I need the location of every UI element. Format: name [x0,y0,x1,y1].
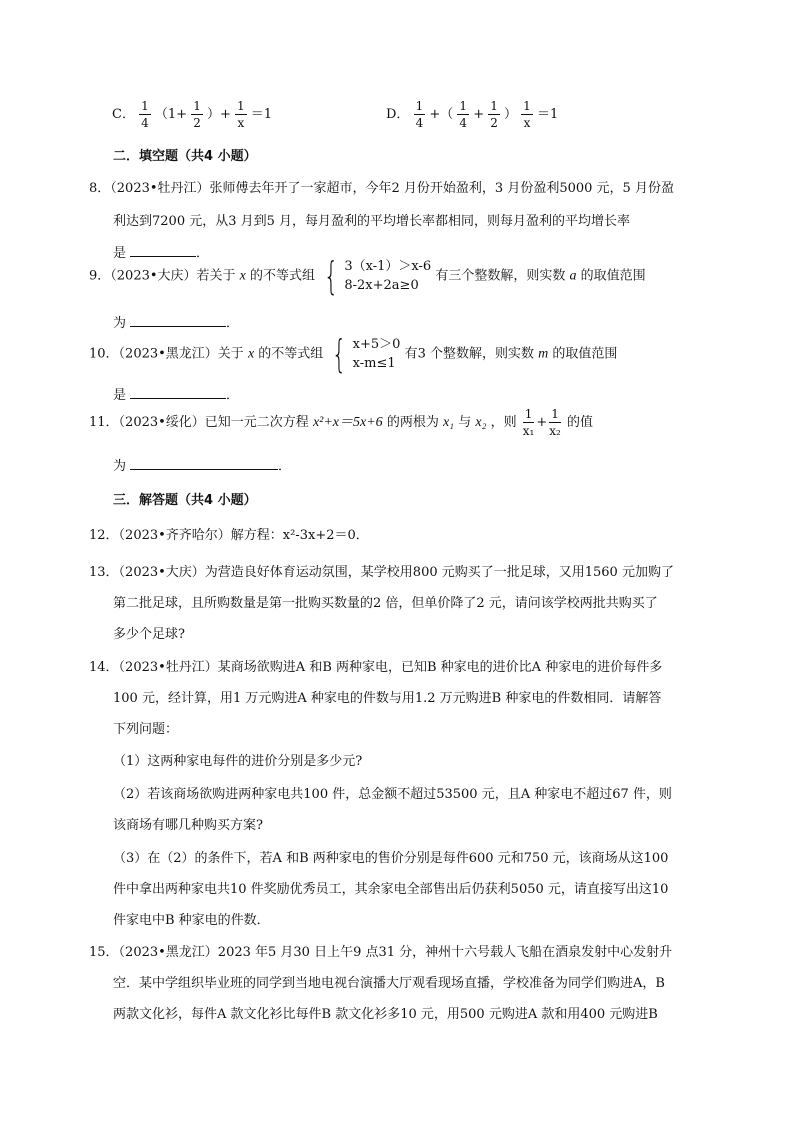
denominator: 4 [141,116,149,130]
answer-blank [130,457,278,470]
q14-sub1: （1）这两种家电每件的进价分别是多少元? [113,754,363,769]
fraction [547,408,563,437]
q11-text: 的两根为 [386,415,439,430]
option-d-label: D． [386,107,410,122]
expr-text: ）+ [206,107,231,122]
q9-text: 的取值范围 [580,268,646,284]
q10-text: 10．（2023•黑龙江）关于 [89,346,244,362]
q14-line3: 下列问题： [113,722,179,737]
denominator: x [523,116,531,130]
inequality-system [327,332,401,376]
answer-blank [130,244,196,257]
system-line: 3（x-1）＞x-6 [344,259,432,274]
denominator: 2 [193,116,201,130]
option-c-label: C． [112,107,135,122]
q10-text: 有3 个整数解，则实数 [404,346,534,362]
section-heading-fill-in: 二．填空题（共4 小题） [113,149,257,164]
q14-sub2-line2: 该商场有哪几种购买方案? [113,818,263,833]
q15-line2: 空．某中学组织毕业班的同学到当地电视台演播大厅观看现场直播，学校准备为同学们购进A，B [113,976,665,991]
inequality-system [319,254,432,298]
expr-text: + [536,415,548,430]
numerator: 1 [523,99,531,113]
expr-text: ＝1 [250,107,273,122]
fraction [235,100,247,129]
system-line: 8-2x+2a≥0 [344,278,419,293]
q9-text: 9．（2023•大庆）若关于 [89,268,236,284]
variable-m: m [538,346,549,362]
denominator: x [237,116,245,130]
numerator: 1 [237,99,245,113]
fraction [191,100,203,129]
q11-text: 11．（2023•绥化）已知一元二次方程 [89,415,309,430]
system-line: x+5＞0 [352,337,401,352]
q9-line2: 为 ． [113,316,240,331]
denominator: x₁ [522,424,535,438]
option-d [386,100,558,129]
q14-line2: 100 元，经计算，用1 万元购进A 种家电的件数与用1.2 万元购进B 种家电的件数相同．请解答 [113,691,662,706]
expr-text: + [473,107,485,122]
q13-line1: 13．（2023•大庆）为营造良好体育运动氛围，某学校用800 元购买了一批足球，又用1560 元加购了 [89,565,674,580]
q11-line1 [89,408,593,437]
root-x2: x₂ [475,415,487,430]
expr-text: ） [504,107,518,122]
q8-line1: 8．（2023•牡丹江）张师傅去年开了一家超市，今年2 月份开始盈利，3 月份盈利5000 元，5 月份盈 [89,181,674,196]
numerator: 1 [459,99,468,113]
fraction [521,100,533,129]
q10-text: 的不等式组 [258,346,324,362]
fraction [457,100,469,129]
denominator: 2 [490,116,498,130]
q9-text: 有三个整数解，则实数 [435,268,566,284]
q11-text: ，则 [490,415,517,430]
q10-line1 [89,332,618,376]
q11-text: 的值 [566,415,593,430]
root-x1: x₁ [442,415,455,430]
q8-line2: 利达到7200 元，从3 月到5 月，每月盈利的平均增长率都相同，则每月盈利的平均增长率 [113,214,631,229]
equation: x²+x＝5x+6 [312,415,383,430]
q14-sub3-line2: 件中拿出两种家电共10 件奖励优秀员工，其余家电全部售出后仍获利5050 元，请直接写出这10 [113,882,669,897]
fraction [488,100,500,129]
fraction [414,100,426,129]
denominator: 4 [459,116,468,130]
numerator: 1 [193,99,201,113]
variable-x: x [239,268,246,284]
q11-text: 为 [113,459,127,474]
q10-text: 是 [113,388,127,403]
denominator: x₂ [549,424,561,438]
q15-line1: 15．（2023•黑龙江）2023 年5 月30 日上午9 点31 分，神州十六号载人飞船在酒泉发射中心发射升 [89,945,673,960]
fraction [521,408,537,437]
system-line: x-m≤1 [352,356,396,371]
expr-text: +（ [429,107,454,122]
q8-line3: 是 ． [113,246,210,261]
variable-a: a [569,268,577,284]
q10-text: 的取值范围 [552,346,618,362]
numerator: 1 [141,99,149,113]
q9-line1 [89,254,646,298]
q11-text: 与 [458,415,472,430]
fraction [139,100,151,129]
variable-x: x [247,346,255,362]
q10-line2: 是 ． [113,388,240,403]
brace-icon: { [324,254,339,298]
q11-line2: 为 ． [113,459,292,474]
denominator: 4 [415,116,424,130]
option-c [112,100,272,129]
answer-blank [130,386,226,399]
q12: 12．（2023•齐齐哈尔）解方程：x²-3x+2＝0． [89,528,369,543]
q9-text: 的不等式组 [250,268,316,284]
q15-line3: 两款文化衫，每件A 款文化衫比每件B 款文化衫多10 元，用500 元购进A 款和用400 元购进B [113,1007,658,1022]
numerator: 1 [415,99,424,113]
q14-line1: 14．（2023•牡丹江）某商场欲购进A 和B 两种家电，已知B 种家电的进价比A 种家电的进价每件多 [89,660,663,675]
numerator: 1 [551,407,559,421]
q9-text: 为 [113,316,127,331]
q14-sub2-line1: （2）若该商场欲购进两种家电共100 件，总金额不超过53500 元，且A 种家电不超过67 件，则 [113,787,672,802]
numerator: 1 [490,99,498,113]
expr-text: ＝1 [536,107,559,122]
brace-icon: { [332,332,347,376]
answer-blank [130,314,226,327]
q13-line3: 多少个足球? [113,627,185,642]
section-heading-solve: 三．解答题（共4 小题） [113,493,257,508]
q14-sub3-line3: 件家电中B 种家电的件数． [113,913,270,928]
q14-sub3-line1: （3）在（2）的条件下，若A 和B 两种家电的售价分别是每件600 元和750 元，该商场从这100 [113,851,669,866]
q13-line2: 第二批足球，且所购数量是第一批购买数量的2 倍，但单价降了2 元，请问该学校两批共购买了 [113,596,658,611]
q8-text: 是 [113,246,127,261]
numerator: 1 [524,407,533,421]
expr-text: （1+ [154,107,188,122]
